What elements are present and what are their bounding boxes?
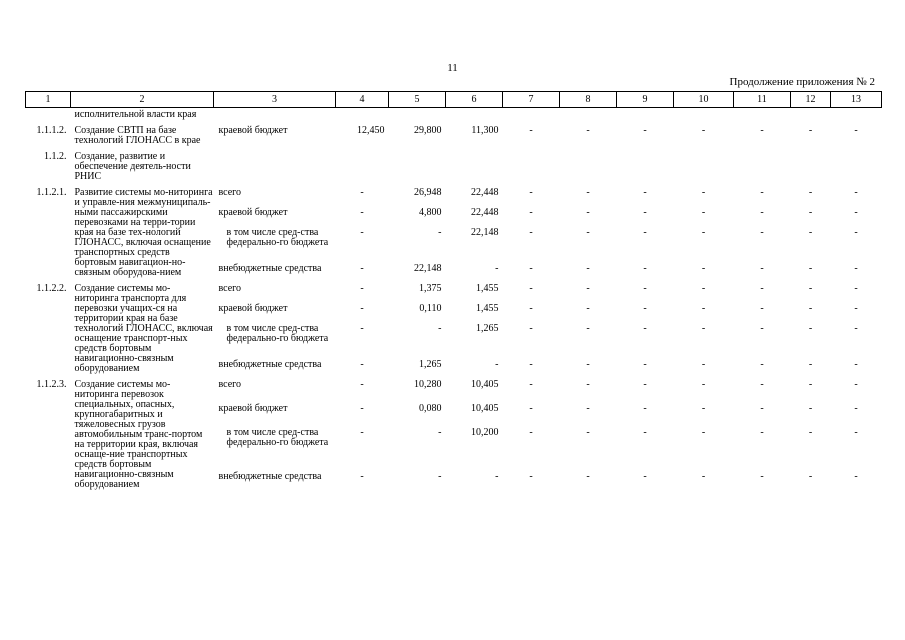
value-cell: - [808,206,813,218]
value-cell: - [438,427,442,438]
value-cell: - [808,427,813,438]
value-cell: - [360,322,364,334]
table-row [26,378,882,402]
column-header-7: 7 [503,92,560,108]
value-cell: - [438,471,442,482]
value-cell: - [854,359,858,371]
value-cell: 10,200 [471,427,499,438]
funding-source: краевой бюджет [218,206,288,218]
item-name: Создание системы мо-ниторинга перевозок специальных, опасных, крупногабаритных и тяжеловесных грузов автомобильным транс-портом на территории края, включая оснаще-ние транспортных средств бортовым навигационно-связным оборудованием [74,379,203,490]
value-cell: 1,455 [476,283,499,294]
value-cell: - [529,206,533,218]
value-cell: 22,448 [471,187,499,198]
value-cell: - [586,471,590,482]
empty-cell [560,108,617,125]
value-cell: - [854,403,858,414]
value-cell: 10,405 [471,379,499,390]
value-cell: - [495,471,499,482]
table-body [26,108,882,495]
empty-cell [446,108,503,125]
value-cell: - [701,403,706,414]
value-cell: - [529,379,533,390]
value-cell: - [643,322,647,334]
value-cell: - [586,427,590,438]
value-cell: - [586,379,590,390]
table-row [26,108,882,125]
value-cell: - [808,283,813,294]
value-cell: - [360,187,364,198]
value-cell: - [854,125,858,136]
value-cell: - [760,302,764,314]
funding-source: внебюджетные средства [218,471,322,482]
value-cell: - [586,359,590,371]
value-cell: - [760,125,764,136]
value-cell: - [360,206,364,218]
column-header-5: 5 [389,92,446,108]
value-cell: - [701,379,706,390]
empty-cell [389,150,446,186]
value-cell: - [643,359,647,371]
funding-source: внебюджетные средства [218,359,322,371]
value-cell: 26,948 [414,187,442,198]
column-header-6: 6 [446,92,503,108]
empty-cell [734,150,791,186]
value-cell: - [586,206,590,218]
value-cell: - [701,322,706,334]
empty-cell [336,150,389,186]
funding-source: внебюджетные средства [218,263,322,275]
value-cell: - [438,226,442,238]
column-header-2: 2 [71,92,214,108]
value-cell: - [808,403,813,414]
value-cell: - [643,125,647,136]
value-cell: - [529,427,533,438]
funding-source: в том числе сред-ства федерально-го бюджета [226,322,329,344]
value-cell: - [360,379,364,390]
empty-cell [214,150,336,186]
value-cell: - [529,403,533,414]
value-cell: - [701,226,706,238]
value-cell: - [808,187,813,198]
value-cell: - [495,359,499,371]
value-cell: - [438,322,442,334]
value-cell: - [643,206,647,218]
column-header-13: 13 [831,92,882,108]
funding-source: краевой бюджет [218,302,288,314]
value-cell: - [529,359,533,371]
value-cell: 4,800 [419,206,442,218]
value-cell: - [701,427,706,438]
value-cell: - [701,187,706,198]
item-code [26,108,71,125]
value-cell: - [643,302,647,314]
funding-source: краевой бюджет [218,403,288,414]
item-code: 1.1.2.3. [36,379,67,390]
value-cell: - [808,322,813,334]
value-cell: - [529,226,533,238]
item-name: исполнительной власти края [74,109,197,120]
value-cell: 12,450 [357,125,385,136]
empty-cell [503,150,560,186]
value-cell: 22,148 [471,226,499,238]
value-cell: - [586,125,590,136]
value-cell: - [808,125,813,136]
table-row [26,186,882,206]
value-cell: - [360,263,364,275]
value-cell: 10,405 [471,403,499,414]
value-cell: - [701,283,706,294]
empty-cell [503,108,560,125]
value-cell: - [701,302,706,314]
value-cell: - [760,322,764,334]
value-cell: - [854,302,858,314]
value-cell: - [854,187,858,198]
page-number: 11 [447,62,458,74]
value-cell: - [760,263,764,275]
value-cell: 1,455 [476,302,499,314]
empty-cell [617,150,674,186]
value-cell: - [760,206,764,218]
value-cell: - [701,359,706,371]
value-cell: - [586,283,590,294]
item-name: Создание, развитие и обеспечение деятель-ности РНИС [74,151,191,182]
value-cell: 29,800 [414,125,442,136]
value-cell: - [643,379,647,390]
value-cell: 22,448 [471,206,499,218]
value-cell: - [808,263,813,275]
value-cell: - [643,263,647,275]
empty-cell [617,108,674,125]
value-cell: - [808,226,813,238]
empty-cell [674,150,734,186]
budget-table [25,91,882,494]
item-name: Создание системы мо-ниторинга транспорта для перевозки учащих-ся на территории края на базе технологий ГЛОНАСС, включая оснащение транспорт-ных средств бортовым навигационно-связным оборудованием [74,283,213,374]
value-cell: - [586,322,590,334]
value-cell: - [808,302,813,314]
value-cell: - [760,427,764,438]
value-cell: 0,110 [419,302,442,314]
value-cell: - [760,403,764,414]
value-cell: - [854,263,858,275]
table-row [26,124,882,150]
value-cell: - [854,379,858,390]
empty-cell [831,108,882,125]
value-cell: - [529,263,533,275]
value-cell: - [760,226,764,238]
value-cell: - [643,283,647,294]
value-cell: - [701,125,706,136]
value-cell: 10,280 [414,379,442,390]
value-cell: - [643,187,647,198]
table-row [26,150,882,186]
item-code: 1.1.2.1. [36,187,67,198]
value-cell: - [808,471,813,482]
empty-cell [831,150,882,186]
empty-cell [560,150,617,186]
value-cell: - [529,302,533,314]
funding-source: в том числе сред-ства федерально-го бюджета [226,427,329,448]
value-cell: - [760,359,764,371]
value-cell: - [360,302,364,314]
value-cell: - [586,263,590,275]
value-cell: 0,080 [419,403,442,414]
item-name: Развитие системы мо-ниторинга и управле-ния межмуниципаль-ными пассажирскими перевозками на терри-тории края на базе тех-нологий ГЛОНАСС, включая оснащение транспортных средств бортовым навигацион-но-связным оборудова-нием [74,187,213,278]
empty-cell [214,108,336,125]
funding-source: в том числе сред-ства федерально-го бюджета [226,226,329,248]
value-cell: - [760,379,764,390]
table-row [26,282,882,302]
value-cell: 1,375 [419,283,442,294]
column-header-11: 11 [734,92,791,108]
value-cell: - [643,471,647,482]
value-cell: 1,265 [476,322,499,334]
value-cell: 22,148 [414,263,442,275]
column-header-10: 10 [674,92,734,108]
value-cell: - [529,125,533,136]
value-cell: - [495,263,499,275]
item-code: 1.1.2. [44,151,67,162]
item-name: Создание СВТП на базе технологий ГЛОНАСС в крае [74,125,201,146]
value-cell: - [586,187,590,198]
value-cell: - [586,226,590,238]
value-cell: - [760,471,764,482]
item-code: 1.1.1.2. [36,125,67,136]
value-cell: - [586,403,590,414]
empty-cell [674,108,734,125]
empty-cell [389,108,446,125]
value-cell: 1,265 [419,359,442,371]
value-cell: - [586,302,590,314]
empty-cell [446,150,503,186]
item-code: 1.1.2.2. [36,283,67,294]
value-cell: - [643,403,647,414]
funding-source: всего [218,187,242,198]
empty-cell [336,108,389,125]
value-cell: - [360,359,364,371]
value-cell: - [643,226,647,238]
value-cell: - [854,471,858,482]
column-header-12: 12 [791,92,831,108]
value-cell: - [360,403,364,414]
value-cell: - [360,471,364,482]
value-cell: 11,300 [471,125,499,136]
funding-source: всего [218,283,242,294]
value-cell: - [360,427,364,438]
value-cell: - [854,226,858,238]
empty-cell [791,150,831,186]
funding-source: краевой бюджет [218,125,288,136]
header-row [26,92,882,108]
value-cell: - [854,206,858,218]
empty-cell [734,108,791,125]
value-cell: - [854,283,858,294]
value-cell: - [760,187,764,198]
value-cell: - [529,283,533,294]
value-cell: - [701,471,706,482]
column-header-1: 1 [26,92,71,108]
value-cell: - [360,226,364,238]
column-header-3: 3 [214,92,336,108]
column-header-9: 9 [617,92,674,108]
column-header-4: 4 [336,92,389,108]
value-cell: - [701,206,706,218]
value-cell: - [760,283,764,294]
column-header-8: 8 [560,92,617,108]
value-cell: - [360,283,364,294]
value-cell: - [854,427,858,438]
value-cell: - [643,427,647,438]
value-cell: - [701,263,706,275]
funding-source: всего [218,379,242,390]
value-cell: - [854,322,858,334]
value-cell: - [529,187,533,198]
value-cell: - [808,359,813,371]
value-cell: - [808,379,813,390]
empty-cell [791,108,831,125]
value-cell: - [529,471,533,482]
value-cell: - [529,322,533,334]
continuation-label: Продолжение приложения № 2 [729,76,875,88]
